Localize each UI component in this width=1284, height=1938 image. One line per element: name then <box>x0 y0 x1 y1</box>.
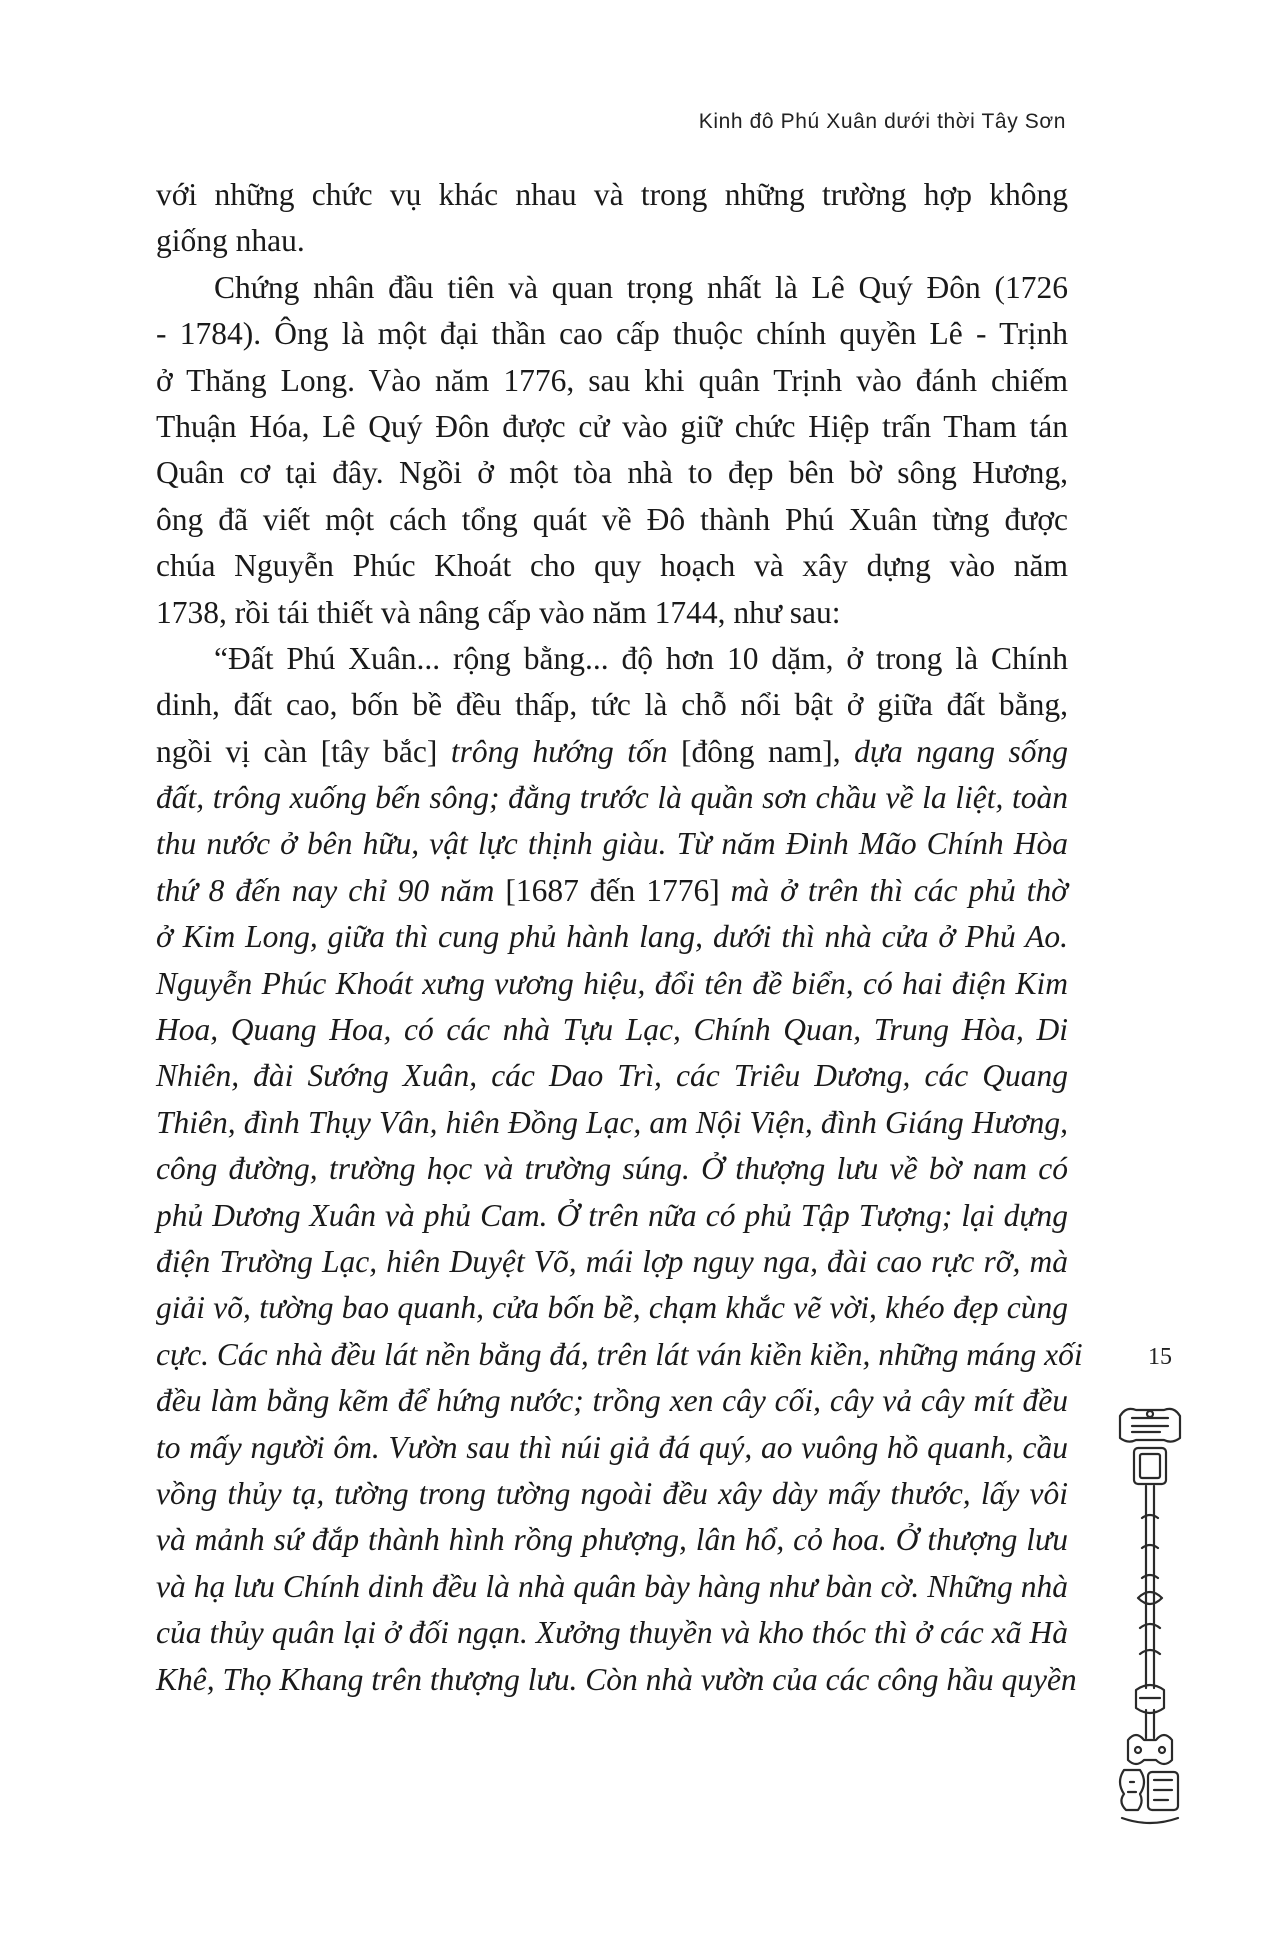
body-text <box>156 172 1083 1703</box>
text-line <box>156 450 1068 496</box>
italic-text-run: thứ 8 đến nay chỉ 90 năm <box>156 872 495 908</box>
text-line <box>156 729 1068 775</box>
text-run: giống nhau. <box>156 223 305 259</box>
text-line <box>156 1332 1083 1378</box>
italic-text-run: Khê, Thọ Khang trên thượng lưu. Còn nhà vườn của các công hầu quyền <box>156 1661 1077 1697</box>
text-run: “Đất Phú Xuân... rộng bằng... độ hơn 10 dặm, ở trong là Chính <box>214 640 1068 676</box>
page-number: 15 <box>1148 1344 1172 1370</box>
italic-text-run: to mấy người ôm. Vườn sau thì núi giả đá quý, ao vuông hồ quanh, cầu <box>156 1429 1068 1465</box>
text-line <box>156 311 1068 357</box>
text-line <box>156 1564 1068 1610</box>
text-line <box>156 1610 1068 1656</box>
text-run: 1738, rồi tái thiết và nâng cấp vào năm 1744, như sau: <box>156 594 841 630</box>
text-run: ở Thăng Long. Vào năm 1776, sau khi quân Trịnh vào đánh chiếm <box>156 362 1068 398</box>
italic-text-run: giải võ, tường bao quanh, cửa bốn bề, chạm khắc vẽ vời, khéo đẹp cùng <box>156 1290 1068 1326</box>
italic-text-run: mà ở trên thì các phủ thờ <box>730 872 1068 908</box>
italic-text-run: điện Trường Lạc, hiên Duyệt Võ, mái lợp nguy nga, đài cao rực rỡ, mà <box>156 1243 1068 1279</box>
text-line <box>156 1193 1068 1239</box>
text-line <box>156 775 1068 821</box>
italic-text-run: đều làm bằng kẽm để hứng nước; trồng xen cây cối, cây vả cây mít đều <box>156 1383 1068 1419</box>
text-line <box>156 1425 1068 1471</box>
text-line <box>156 1378 1068 1424</box>
italic-text-run: ở Kim Long, giữa thì cung phủ hành lang, dưới thì nhà cửa ở Phủ Ao. <box>156 919 1068 955</box>
text-line <box>156 1053 1068 1099</box>
text-line <box>156 1657 1077 1703</box>
text-run: ngồi vị càn [tây bắc] <box>156 733 451 769</box>
text-line <box>156 914 1068 960</box>
text-line <box>156 497 1068 543</box>
italic-text-run: Thiên, đình Thụy Vân, hiên Đồng Lạc, am Nội Viện, đình Giáng Hương, <box>156 1104 1068 1140</box>
italic-text-run: Nguyễn Phúc Khoát xưng vương hiệu, đổi tên đề biển, có hai điện Kim <box>156 965 1068 1001</box>
text-line <box>156 961 1068 1007</box>
text-run: Quân cơ tại đây. Ngồi ở một tòa nhà to đẹp bên bờ sông Hương, <box>156 455 1068 491</box>
text-line <box>156 868 1068 914</box>
text-line <box>156 172 1068 218</box>
italic-text-run: vồng thủy tạ, tường trong tường ngoài đều xây dày mấy thước, lấy vôi <box>156 1475 1068 1511</box>
text-run: [đông nam], <box>667 733 855 769</box>
italic-text-run: và mảnh sứ đắp thành hình rồng phượng, lân hổ, cỏ hoa. Ở thượng lưu <box>156 1522 1068 1558</box>
text-run: ông đã viết một cách tổng quát về Đô thành Phú Xuân từng được <box>156 501 1068 537</box>
vertical-scroll-ornament-icon <box>1110 1398 1190 1838</box>
text-run: với những chức vụ khác nhau và trong những trường hợp không <box>156 177 1068 212</box>
italic-text-run: công đường, trường học và trường súng. Ở thượng lưu về bờ nam có <box>156 1151 1068 1187</box>
text-line <box>156 358 1068 404</box>
italic-text-run: dựa ngang sống <box>854 733 1068 769</box>
text-line <box>156 265 1068 311</box>
text-line <box>156 682 1068 728</box>
italic-text-run: Nhiên, đài Sướng Xuân, các Dao Trì, các Triêu Dương, các Quang <box>156 1058 1068 1094</box>
text-line <box>156 1239 1068 1285</box>
text-line <box>156 821 1068 867</box>
text-line <box>156 1007 1068 1053</box>
text-line <box>156 636 1068 682</box>
text-run: - 1784). Ông là một đại thần cao cấp thuộc chính quyền Lê - Trịnh <box>156 316 1068 352</box>
text-line <box>156 1285 1068 1331</box>
text-run: chúa Nguyễn Phúc Khoát cho quy hoạch và xây dựng vào năm <box>156 548 1068 584</box>
italic-text-run: đất, trông xuống bến sông; đằng trước là quần sơn chầu về la liệt, toàn <box>156 780 1068 816</box>
italic-text-run: phủ Dương Xuân và phủ Cam. Ở trên nữa có phủ Tập Tượng; lại dựng <box>156 1197 1068 1233</box>
text-line <box>156 404 1068 450</box>
italic-text-run: trông hướng tốn <box>450 733 668 769</box>
italic-text-run: thu nước ở bên hữu, vật lực thịnh giàu. Từ năm Đinh Mão Chính Hòa <box>156 826 1068 862</box>
text-run: [1687 đến 1776] <box>494 872 731 908</box>
italic-text-run: cực. Các nhà đều lát nền bằng đá, trên lát ván kiền kiền, những máng xối <box>156 1336 1083 1372</box>
text-line <box>156 1517 1068 1563</box>
text-run: dinh, đất cao, bốn bề đều thấp, tức là chỗ nổi bật ở giữa đất bằng, <box>156 687 1068 723</box>
text-line <box>156 1471 1068 1517</box>
text-line <box>156 590 1068 636</box>
running-header: Kinh đô Phú Xuân dưới thời Tây Sơn <box>698 110 1066 133</box>
text-line <box>156 1100 1068 1146</box>
italic-text-run: của thủy quân lại ở đối ngạn. Xưởng thuyền và kho thóc thì ở các xã Hà <box>156 1615 1068 1651</box>
text-run: Chứng nhân đầu tiên và quan trọng nhất là Lê Quý Đôn (1726 <box>214 269 1068 305</box>
text-line <box>156 218 1068 264</box>
italic-text-run: Hoa, Quang Hoa, có các nhà Tựu Lạc, Chính Quan, Trung Hòa, Di <box>156 1012 1068 1048</box>
text-run: Thuận Hóa, Lê Quý Đôn được cử vào giữ chức Hiệp trấn Tham tán <box>156 408 1068 444</box>
text-line <box>156 1146 1068 1192</box>
italic-text-run: và hạ lưu Chính dinh đều là nhà quân bày hàng như bàn cờ. Những nhà <box>156 1568 1068 1604</box>
text-line <box>156 543 1068 589</box>
